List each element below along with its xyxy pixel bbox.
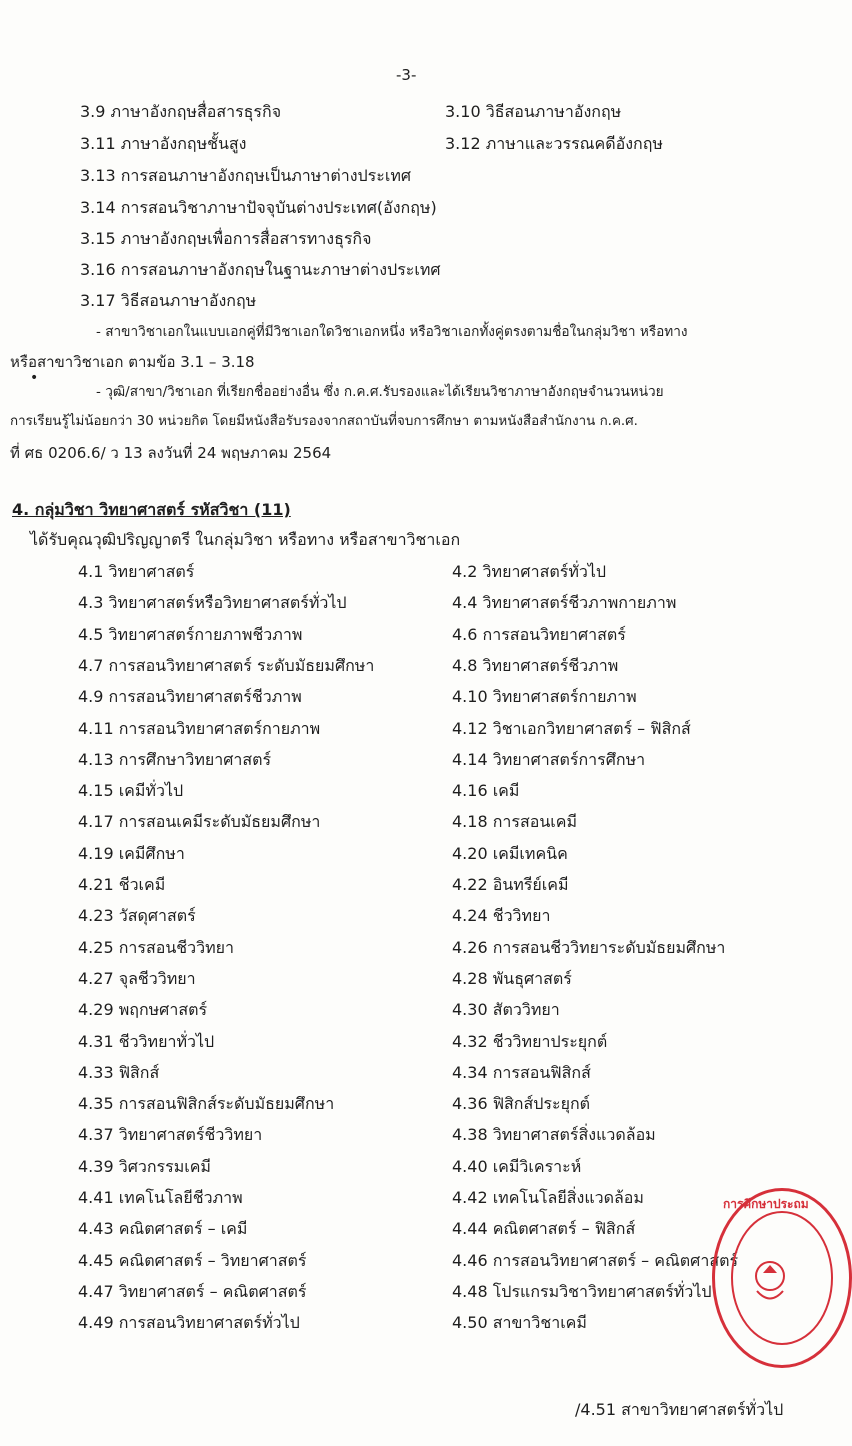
note-paragraph-1: - สาขาวิชาเอกในแบบเอกคู่ที่มีวิชาเอกใดวิชาเอกหนึ่ง หรือวิชาเอกทั้งคู่ตรงตามชื่อในกลุ่มวิชา หรือทาง [96,324,688,340]
list-item: 3.13 การสอนภาษาอังกฤษเป็นภาษาต่างประเทศ [80,166,412,185]
note-paragraph-2-cont: ที่ ศธ 0206.6/ ว 13 ลงวันที่ 24 พฤษภาคม 2564 [10,444,332,462]
list-item: 4.20 เคมีเทคนิค [452,844,568,863]
list-item: 4.36 ฟิสิกส์ประยุกต์ [452,1094,591,1113]
list-item: 4.49 การสอนวิทยาศาสตร์ทั่วไป [78,1313,300,1332]
list-item: 3.17 วิธีสอนภาษาอังกฤษ [80,291,257,310]
list-item: 4.31 ชีววิทยาทั่วไป [78,1032,215,1051]
official-stamp [712,1188,852,1368]
list-item: 4.32 ชีววิทยาประยุกต์ [452,1032,608,1051]
list-item: 4.43 คณิตศาสตร์ – เคมี [78,1219,248,1238]
list-item: 4.30 สัตววิทยา [452,1000,560,1019]
list-item: 4.35 การสอนฟิสิกส์ระดับมัธยมศึกษา [78,1094,335,1113]
list-item: 4.42 เทคโนโลยีสิ่งแวดล้อม [452,1188,644,1207]
list-item: 4.5 วิทยาศาสตร์กายภาพชีวภาพ [78,625,303,644]
list-item: 4.22 อินทรีย์เคมี [452,875,569,894]
list-item: 4.29 พฤกษศาสตร์ [78,1000,208,1019]
list-item: 4.39 วิศวกรรมเคมี [78,1157,211,1176]
section-intro: ได้รับคุณวุฒิปริญญาตรี ในกลุ่มวิชา หรือทาง หรือสาขาวิชาเอก [30,530,461,549]
list-item: 4.11 การสอนวิทยาศาสตร์กายภาพ [78,719,321,738]
list-item: 4.12 วิชาเอกวิทยาศาสตร์ – ฟิสิกส์ [452,719,691,738]
list-item: 3.12 ภาษาและวรรณคดีอังกฤษ [445,134,663,153]
list-item: 4.14 วิทยาศาสตร์การศึกษา [452,750,646,769]
list-item: 4.24 ชีววิทยา [452,906,551,925]
list-item: 4.48 โปรแกรมวิชาวิทยาศาสตร์ทั่วไป [452,1282,712,1301]
list-item: 4.33 ฟิสิกส์ [78,1063,160,1082]
list-item: 4.38 วิทยาศาสตร์สิ่งแวดล้อม [452,1125,656,1144]
list-item: 4.17 การสอนเคมีระดับมัธยมศึกษา [78,812,321,831]
list-item: 4.7 การสอนวิทยาศาสตร์ ระดับมัธยมศึกษา [78,656,375,675]
list-item: 4.3 วิทยาศาสตร์หรือวิทยาศาสตร์ทั่วไป [78,593,347,612]
note-paragraph-2: - วุฒิ/สาขา/วิชาเอก ที่เรียกชื่ออย่างอื่น ซึ่ง ก.ค.ศ.รับรองและได้เรียนวิชาภาษาอังกฤษจำนวนหน่วย [96,384,664,400]
page-number: -3- [396,66,417,84]
list-item: 3.10 วิธีสอนภาษาอังกฤษ [445,102,622,121]
list-item: 4.27 จุลชีววิทยา [78,969,196,988]
list-item: 3.14 การสอนวิชาภาษาปัจจุบันต่างประเทศ(อังกฤษ) [80,198,437,217]
list-item: 4.45 คณิตศาสตร์ – วิทยาศาสตร์ [78,1251,307,1270]
stamp-emblem-icon [745,1251,795,1311]
continuation-note: /4.51 สาขาวิทยาศาสตร์ทั่วไป [575,1400,784,1419]
list-item: 4.16 เคมี [452,781,520,800]
list-item: 4.25 การสอนชีววิทยา [78,938,235,957]
list-item: 4.8 วิทยาศาสตร์ชีวภาพ [452,656,619,675]
list-item: 3.15 ภาษาอังกฤษเพื่อการสื่อสารทางธุรกิจ [80,229,372,248]
list-item: 4.50 สาขาวิชาเคมี [452,1313,587,1332]
list-item: 4.1 วิทยาศาสตร์ [78,562,195,581]
list-item: 3.9 ภาษาอังกฤษสื่อสารธุรกิจ [80,102,282,121]
list-item: 3.16 การสอนภาษาอังกฤษในฐานะภาษาต่างประเทศ [80,260,441,279]
list-item: 4.2 วิทยาศาสตร์ทั่วไป [452,562,607,581]
list-item: 4.26 การสอนชีววิทยาระดับมัธยมศึกษา [452,938,726,957]
list-item: 4.28 พันธุศาสตร์ [452,969,572,988]
note-paragraph-2-cont: การเรียนรู้ไม่น้อยกว่า 30 หน่วยกิต โดยมีหนังสือรับรองจากสถาบันที่จบการศึกษา ตามหนังสือสำนักงาน ก.ค.ศ. [10,414,638,429]
list-item: 3.11 ภาษาอังกฤษชั้นสูง [80,134,247,153]
bullet-mark: • [30,370,39,386]
list-item: 4.41 เทคโนโลยีชีวภาพ [78,1188,243,1207]
note-paragraph-1-cont: หรือสาขาวิชาเอก ตามข้อ 3.1 – 3.18 [10,353,255,371]
list-item: 4.44 คณิตศาสตร์ – ฟิสิกส์ [452,1219,636,1238]
list-item: 4.6 การสอนวิทยาศาสตร์ [452,625,626,644]
list-item: 4.34 การสอนฟิสิกส์ [452,1063,591,1082]
stamp-text: การศึกษาประถม [723,1197,809,1211]
list-item: 4.37 วิทยาศาสตร์ชีววิทยา [78,1125,263,1144]
list-item: 4.19 เคมีศึกษา [78,844,185,863]
list-item: 4.40 เคมีวิเคราะห์ [452,1157,582,1176]
list-item: 4.47 วิทยาศาสตร์ – คณิตศาสตร์ [78,1282,307,1301]
list-item: 4.21 ชีวเคมี [78,875,166,894]
list-item: 4.4 วิทยาศาสตร์ชีวภาพกายภาพ [452,593,677,612]
section-heading: 4. กลุ่มวิชา วิทยาศาสตร์ รหัสวิชา (11) [12,500,291,519]
list-item: 4.46 การสอนวิทยาศาสตร์ – คณิตศาสตร์ [452,1251,739,1270]
list-item: 4.9 การสอนวิทยาศาสตร์ชีวภาพ [78,687,302,706]
list-item: 4.13 การศึกษาวิทยาศาสตร์ [78,750,272,769]
list-item: 4.15 เคมีทั่วไป [78,781,184,800]
list-item: 4.18 การสอนเคมี [452,812,578,831]
list-item: 4.23 วัสดุศาสตร์ [78,906,196,925]
list-item: 4.10 วิทยาศาสตร์กายภาพ [452,687,637,706]
